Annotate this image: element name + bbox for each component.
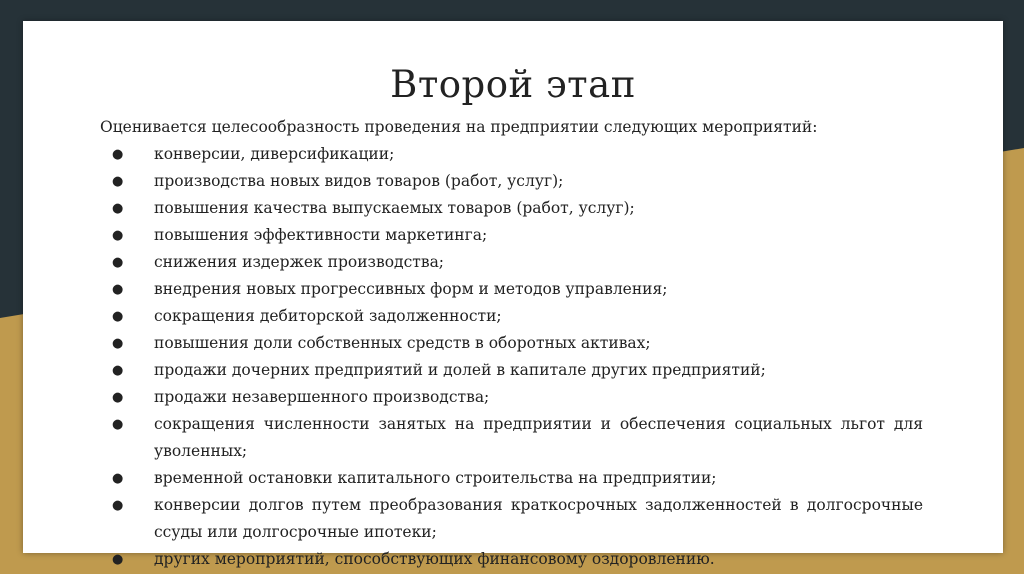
bullet-icon: ●: [112, 309, 124, 324]
list-item-text: других мероприятий, способствующих финансовому оздоровлению.: [154, 550, 715, 568]
bullet-icon: ●: [112, 255, 124, 270]
list-item-text: производства новых видов товаров (работ, услуг);: [154, 172, 564, 190]
slide-title: Второй этап: [390, 63, 636, 106]
list-item: [100, 384, 923, 411]
bullet-icon: ●: [112, 228, 124, 243]
bullet-icon: ●: [112, 390, 124, 405]
bullet-icon: ●: [112, 417, 124, 432]
list-item-text: конверсии долгов путем преобразования краткосрочных задолженностей в долгосрочные ссуды или долгосрочные ипотеки;: [154, 496, 923, 541]
bullet-icon: ●: [112, 552, 124, 567]
list-item-text: сокращения численности занятых на предприятии и обеспечения социальных льгот для уволенных;: [154, 415, 923, 460]
list-item-text: сокращения дебиторской задолженности;: [154, 307, 502, 325]
bullet-icon: ●: [112, 363, 124, 378]
list-item: [100, 249, 923, 276]
bullet-icon: ●: [112, 471, 124, 486]
bullet-icon: ●: [112, 174, 124, 189]
list-item: [100, 195, 923, 222]
list-item-text: продажи дочерних предприятий и долей в капитале других предприятий;: [154, 361, 766, 379]
list-item-text: внедрения новых прогрессивных форм и методов управления;: [154, 280, 668, 298]
list-item-text: конверсии, диверсификации;: [154, 145, 395, 163]
list-item-text: повышения доли собственных средств в оборотных активах;: [154, 334, 651, 352]
bullet-icon: ●: [112, 336, 124, 351]
list-item: [100, 411, 923, 465]
list-item-text: продажи незавершенного производства;: [154, 388, 490, 406]
list-item: [100, 222, 923, 249]
bullet-icon: ●: [112, 498, 124, 513]
list-item: [100, 168, 923, 195]
list-item: [100, 276, 923, 303]
bullet-icon: ●: [112, 282, 124, 297]
list-item: [100, 141, 923, 168]
list-item: [100, 357, 923, 384]
list-item-text: снижения издержек производства;: [154, 253, 445, 271]
list-item: [100, 492, 923, 546]
list-item: [100, 330, 923, 357]
list-item: [100, 546, 923, 573]
bullet-icon: ●: [112, 201, 124, 216]
list-item-text: повышения эффективности маркетинга;: [154, 226, 488, 244]
intro-text: Оценивается целесообразность проведения на предприятии следующих мероприятий:: [100, 118, 818, 136]
bullet-icon: ●: [112, 147, 124, 162]
list-item: [100, 303, 923, 330]
bullet-list: [100, 141, 923, 573]
list-item-text: временной остановки капитального строительства на предприятии;: [154, 469, 717, 487]
list-item-text: повышения качества выпускаемых товаров (работ, услуг);: [154, 199, 635, 217]
slide-card: [23, 21, 1003, 568]
slide-content: [100, 114, 923, 573]
list-item: [100, 465, 923, 492]
